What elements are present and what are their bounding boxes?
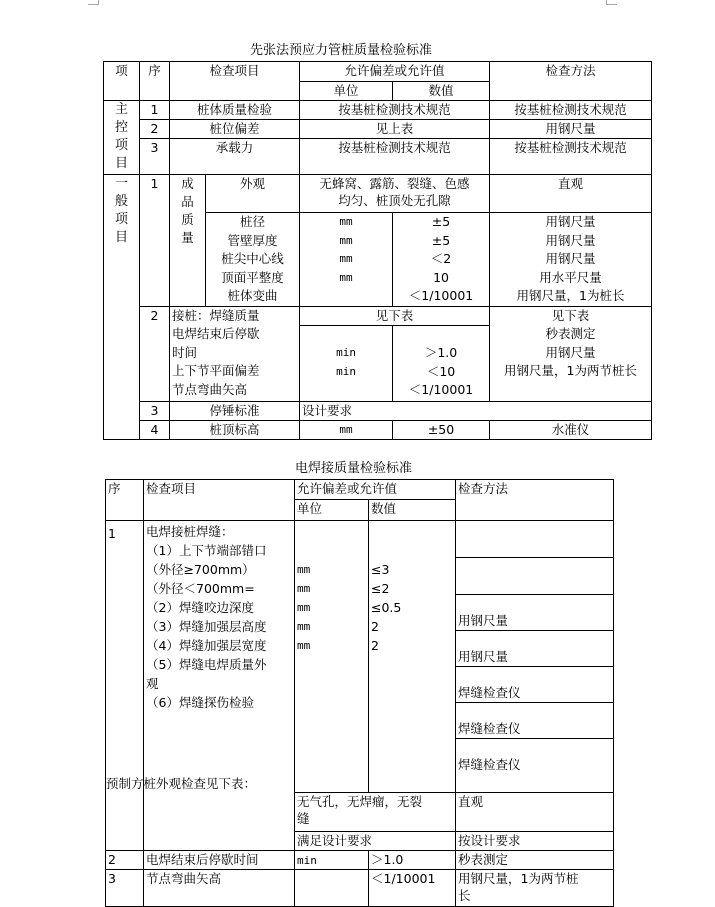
row-method: 水准仪: [490, 420, 652, 439]
row-value: ±50: [393, 420, 490, 439]
row-item: 桩位偏差: [170, 120, 300, 139]
row-seq: 3: [106, 870, 144, 907]
row-units: min min: [300, 325, 393, 401]
header-check-item: 检查项目: [144, 480, 295, 500]
row-item: 外观: [206, 175, 300, 213]
header-allowance: 允许偏差或允许值: [300, 62, 490, 82]
method-cell: [456, 575, 613, 595]
header-unit: 单位: [300, 82, 393, 101]
quality-allowance: 无气孔，无焊瘤，无裂 缝: [295, 793, 456, 832]
header-method: 检查方法: [456, 480, 614, 500]
row-method: 直观: [490, 175, 652, 213]
row-item: 桩顶标高: [170, 420, 300, 439]
row-unit: min: [295, 851, 369, 870]
pile-quality-table: [103, 61, 652, 440]
footer-note: 预制方桩外观检查见下表：: [106, 776, 257, 791]
page-corner-mark-left: [88, 0, 99, 5]
row-items: 电焊接桩焊缝： （1）上下节端部错口 （外径≥700mm） （外径＜700mm= （2）焊缝咬边深度 （3）焊缝加强层高度 （4）焊缝加强层宽度 （5）焊缝电焊质量外 观 （6）焊缝探伤检验: [144, 521, 295, 851]
row-seq: 2: [140, 306, 170, 401]
row-items: 桩径 管壁厚度 桩尖中心线 顶面平整度 桩体变曲: [206, 213, 300, 307]
row-seq: 2: [106, 851, 144, 870]
general-group: 一 般 项 目: [104, 175, 140, 440]
header-value: 数值: [369, 500, 456, 521]
row-method: 按基桩检测技术规范: [490, 139, 652, 175]
row-value: ＜1/10001: [369, 870, 456, 907]
row-unit: mm: [300, 420, 393, 439]
method-cell: 焊缝检查仪: [456, 720, 613, 739]
table1-title: 先张法预应力管桩质量检验标准: [250, 43, 433, 58]
row-seq: 1: [140, 175, 170, 307]
row-method: 秒表测定: [456, 851, 614, 870]
header-item: 项: [104, 62, 140, 82]
row-item: 停锤标准: [170, 401, 300, 420]
method-cell: 用钢尺量: [456, 648, 613, 667]
welding-quality-table: [105, 479, 614, 907]
row-seq: 4: [140, 420, 170, 439]
flaw-method: 按设计要求: [456, 832, 614, 851]
row-item: 节点弯曲矢高: [144, 870, 295, 907]
row-item: 桩体质量检验: [170, 101, 300, 120]
method-cell: 用钢尺量: [456, 612, 613, 631]
flaw-allowance: 满足设计要求: [295, 832, 456, 851]
header-allowance: 允许偏差或允许值: [295, 480, 456, 500]
header-seq: 序: [140, 62, 170, 82]
row-item: 电焊结束后停歇时间: [144, 851, 295, 870]
method-cell: 焊缝检查仪: [456, 684, 613, 703]
row-allowance: 见上表: [300, 120, 490, 139]
row-seq: 2: [140, 120, 170, 139]
row-units: mm mm mm mm: [300, 213, 393, 307]
row-items: 接桩：焊缝质量 电焊结束后停歇 时间 上下节平面偏差 节点弯曲矢高: [170, 306, 300, 401]
row-methods: 见下表 秒表测定 用钢尺量 用钢尺量，1为两节桩长: [490, 306, 652, 401]
method-cell: 焊缝检查仪: [458, 757, 521, 772]
method-list: [456, 521, 614, 793]
row-allowance: 见下表: [300, 306, 490, 325]
row-method: 用钢尺量: [490, 120, 652, 139]
header-value: 数值: [393, 82, 490, 101]
row-method: 按基桩检测技术规范: [490, 101, 652, 120]
quality-method: 直观: [456, 793, 614, 832]
row-item: 承载力: [170, 139, 300, 175]
row-seq: 1: [106, 521, 144, 851]
method-cell: [456, 538, 613, 558]
header-seq: 序: [106, 480, 144, 500]
row-value: ＞1.0: [369, 851, 456, 870]
finished-quality-label: 成 品 质 量: [170, 175, 206, 307]
row-values: ±5 ±5 ＜2 10 ＜1/10001: [393, 213, 490, 307]
row-allowance: 无蜂窝、露筋、裂缝、色感 均匀、桩顶处无孔隙: [300, 175, 490, 213]
header-method: 检查方法: [490, 62, 652, 82]
row-allowance: 按基桩检测技术规范: [300, 139, 490, 175]
row-method: 用钢尺量，1为两节桩 长: [456, 870, 614, 907]
row-methods: 用钢尺量 用钢尺量 用钢尺量 用水平尺量 用钢尺量，1为桩长: [490, 213, 652, 307]
row-seq: 3: [140, 139, 170, 175]
header-check-item: 检查项目: [170, 62, 300, 82]
header-unit: 单位: [295, 500, 369, 521]
row-seq: 3: [140, 401, 170, 420]
row-values: ＞1.0 ＜10 ＜1/10001: [393, 325, 490, 401]
row-units: mm mm mm mm mm: [295, 521, 369, 793]
row-allowance: 按基桩检测技术规范: [300, 101, 490, 120]
row-values: ≤3 ≤2 ≤0.5 2 2: [369, 521, 456, 793]
page-corner-mark-right: [606, 0, 617, 5]
main-control-group: 主 控 项 目: [104, 101, 140, 175]
row-seq: 1: [140, 101, 170, 120]
row-allowance: 设计要求: [300, 401, 652, 420]
table2-title: 电焊接质量检验标准: [295, 461, 413, 476]
